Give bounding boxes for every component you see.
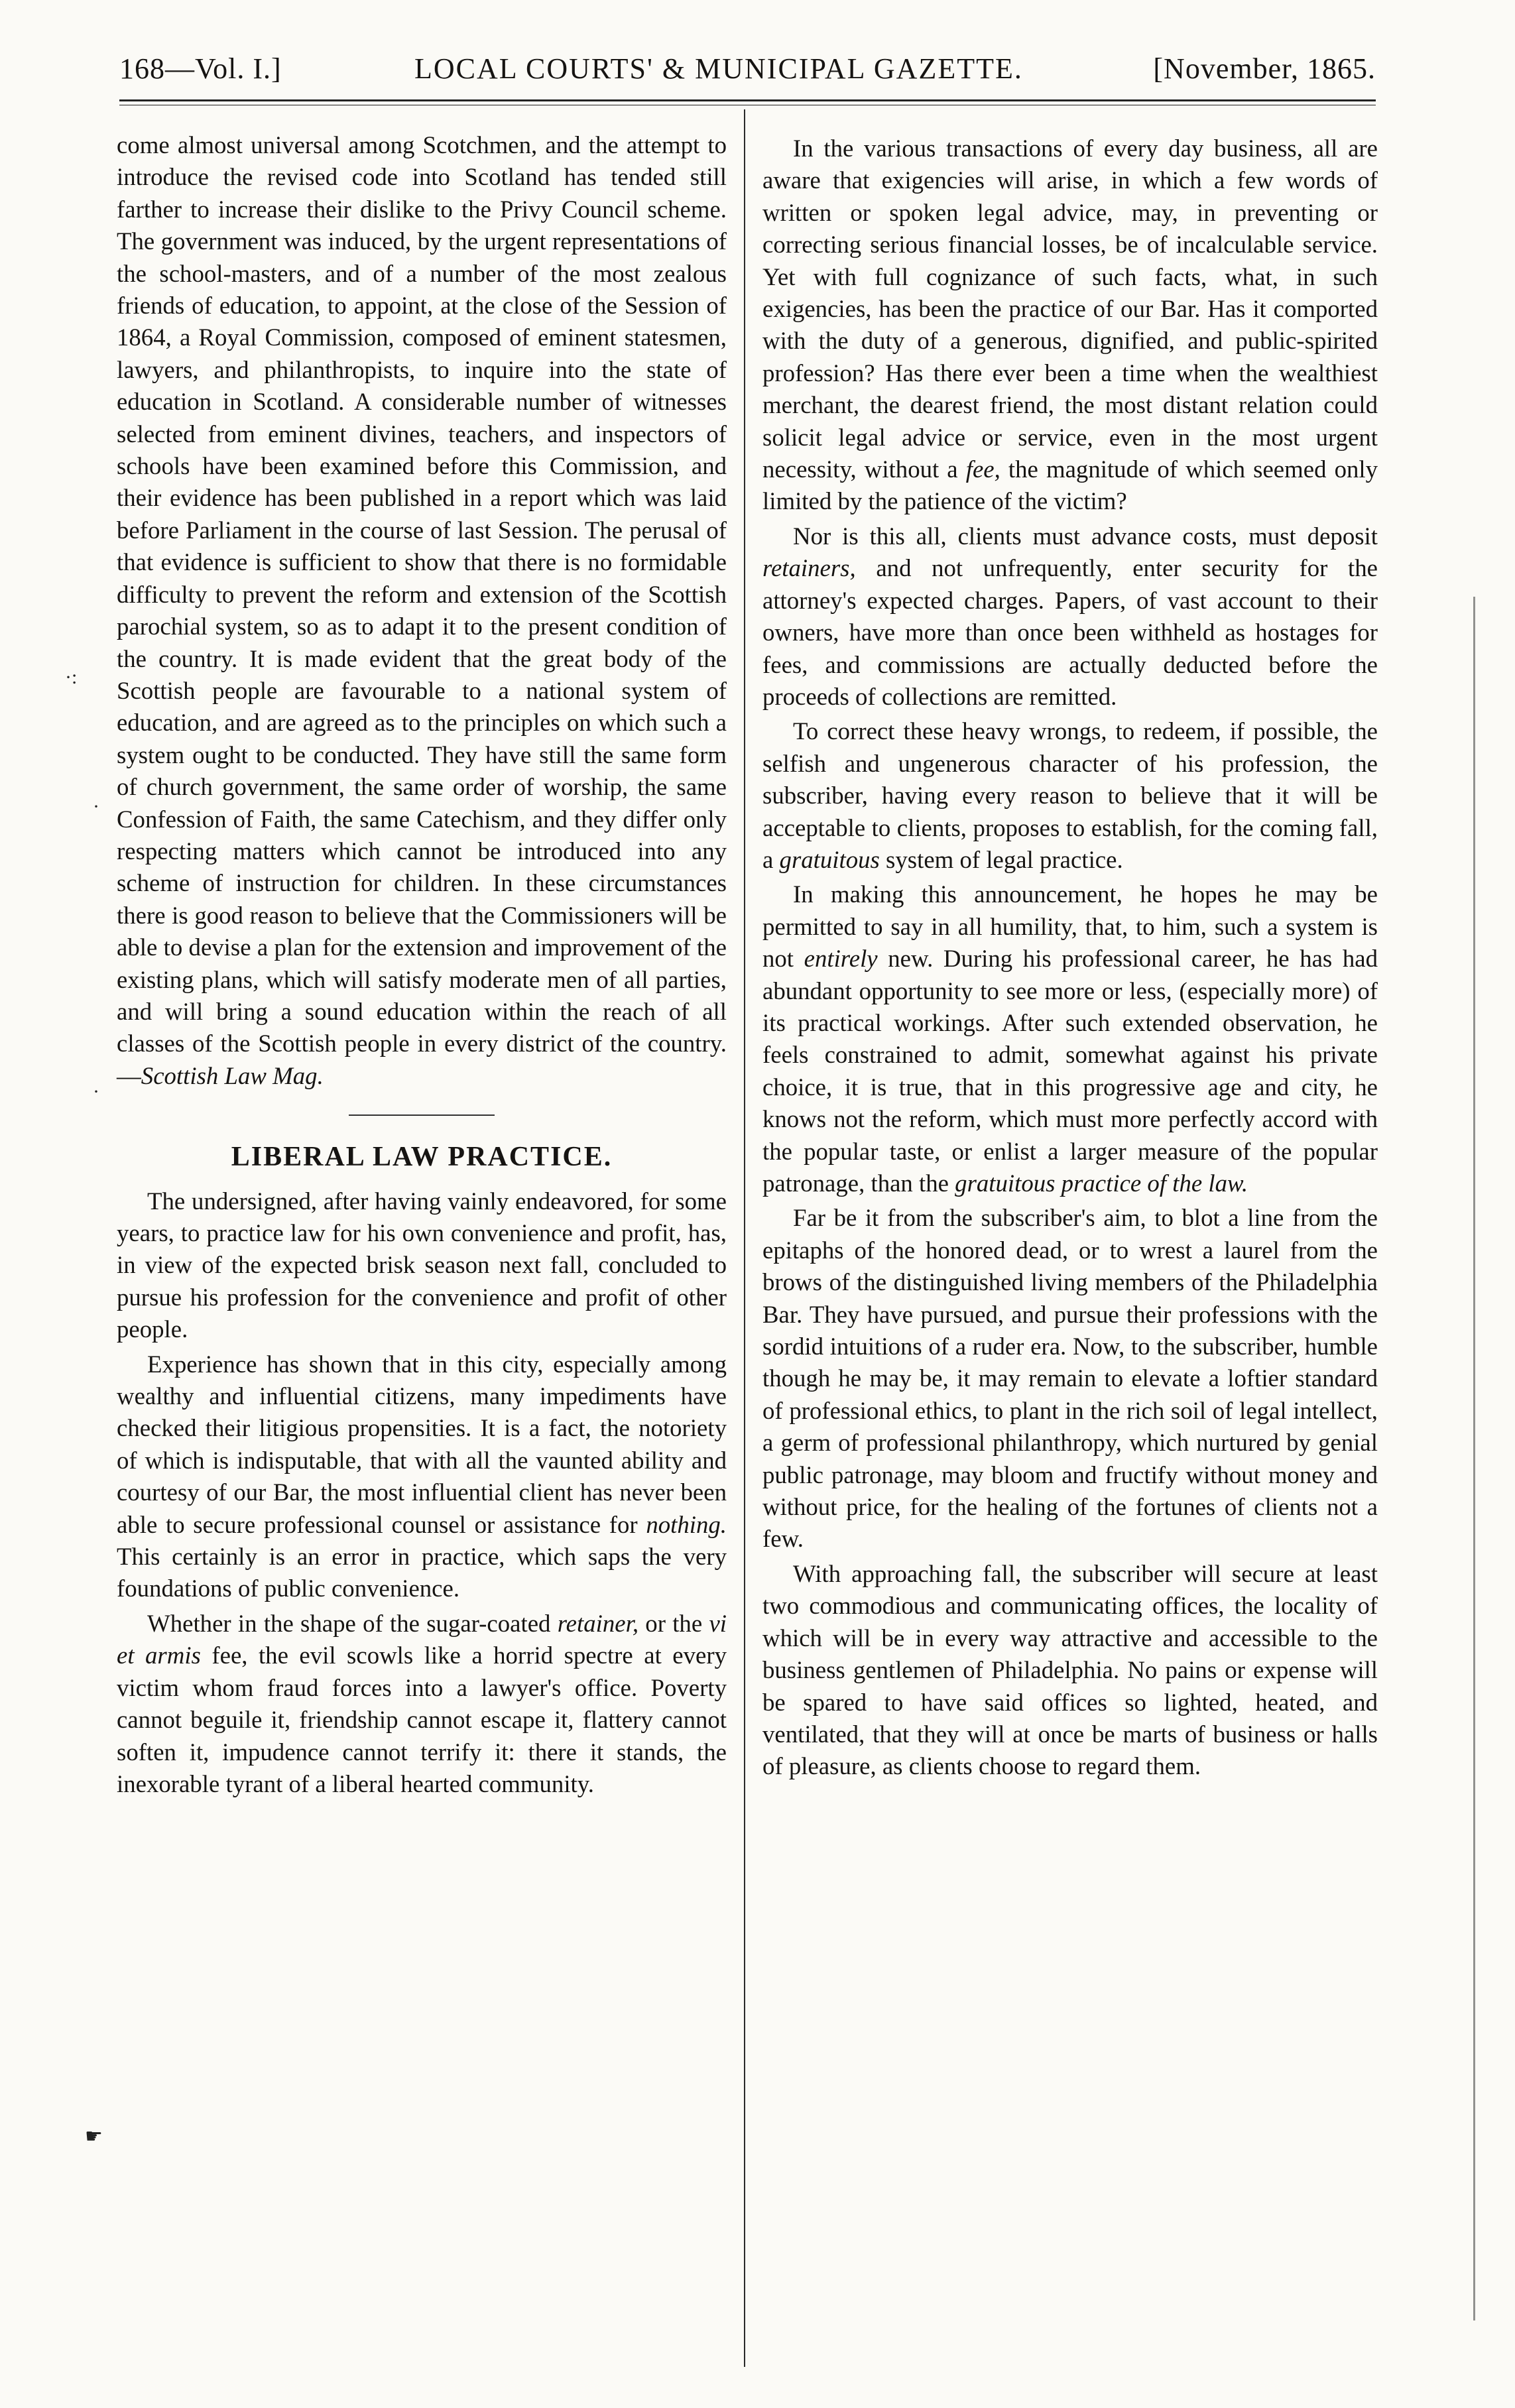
left-column: [117, 129, 727, 1800]
margin-mark: ·: [93, 1081, 99, 1103]
paragraph: The undersigned, after having vainly endeavored, for some years, to practice law for his own convenience and profit, has, in view of the expected brisk season next fall, concluded to pursue his profession for the convenience and profit of other people.: [117, 1187, 727, 1343]
paragraph: Experience has shown that in this city, especially among wealthy and influential citizens, many impediments have checked their litigious propensities. It is a fact, the notoriety of which is indisputable, that with all the vaunted ability and courtesy of our Bar, the most influential client has never been able to secure professional counsel or assistance for nothing. This certainly is an error in practice, which saps the very foundations of public convenience.: [117, 1350, 727, 1602]
page-number: 168—Vol. I.]: [119, 52, 282, 85]
margin-mark: ·: [93, 796, 99, 817]
page-edge-shadow: [1473, 597, 1475, 2320]
right-column: [762, 133, 1378, 1783]
running-header: [119, 46, 1376, 93]
paragraph: In making this announcement, he hopes he may be permitted to say in all humility, that, to him, such a system is not entirely new. During his professional career, he has had abundant opportunity to see more or less, (especially more) of its practical workings. After such extended observation, he feels constrained to admit, somewhat against his private choice, it is true, that in this progressive age and city, he knows not the reform, which must more perfectly accord with the popular taste, or enlist a larger measure of the popular patronage, than the gratuitous practice of the law.: [762, 880, 1378, 1197]
journal-title: LOCAL COURTS' & MUNICIPAL GAZETTE.: [414, 52, 1023, 85]
paragraph: Nor is this all, clients must advance costs, must deposit retainers, and not unfrequently, enter security for the attorney's expected charges. Papers, of vast account to their owners, have more than once been withheld as hostages for fees, and commissions are actually deducted before the proceeds of collections are remitted.: [762, 522, 1378, 710]
issue-date: [November, 1865.: [1153, 52, 1376, 85]
column-divider: [744, 109, 745, 2367]
paragraph: To correct these heavy wrongs, to redeem, if possible, the selfish and ungenerous character of his profession, the subscriber, having every reason to believe that it will be acceptable to clients, proposes to establish, for the coming fall, a gratuitous system of legal practice.: [762, 717, 1378, 873]
section-separator: [349, 1114, 495, 1116]
paragraph: Whether in the shape of the sugar-coated retainer, or the vi et armis fee, the evil scowls like a horrid spectre at every victim whom fraud forces into a lawyer's office. Poverty cannot beguile it, friendship cannot escape it, flattery cannot soften it, impudence cannot terrify it: there it stands, the inexorable tyrant of a liberal hearted community.: [117, 1609, 727, 1797]
source-citation: Scottish Law Mag.: [141, 1061, 324, 1089]
scottish-education-paragraph: come almost universal among Scotchmen, and the attempt to introduce the revised code into Scotland has tended still farther to increase their dislike to the Privy Council scheme. The government was induced, by the urgent representations of the school-masters, and of a number of the most zealous friends of education, to appoint, at the close of the Session of 1864, a Royal Commission, composed of eminent statesmen, lawyers, and philanthropists, to inquire into the state of education in Scotland. A considerable number of witnesses selected from eminent divines, teachers, and inspectors of schools have been examined before this Commission, and their evidence has been published in a report which was laid before Parliament in the course of last Session. The perusal of that evidence is sufficient to show that there is no formidable difficulty to prevent the reform and extension of the Scottish parochial system, so as to adapt it to the present condition of the country. It is made evident that the great body of the Scottish people are favourable to a national system of education, and are agreed as to the principles on which such a system ought to be conducted. They have still the same form of church government, the same order of worship, the same Confession of Faith, the same Catechism, and they differ only respecting matters which cannot be introduced into any scheme of instruction for children. In these circumstances there is good reason to believe that the Commissioners will be able to devise a plan for the extension and improvement of the existing plans, which will satisfy moderate men of all parties, and will bring a sound education within the reach of all classes of the Scottish people in every district of the country.—Scottish Law Mag.: [117, 131, 727, 1089]
margin-mark: ·:: [65, 666, 78, 688]
paragraph: Far be it from the subscriber's aim, to blot a line from the epitaphs of the honored dead, or to wrest a laurel from the brows of the distinguished living members of the Philadelphia Bar. They have pursued, and pursue their professions with the sordid intuitions of a ruder era. Now, to the subscriber, humble though he may be, it may remain to elevate a loftier standard of professional ethics, to plant in the rich soil of legal intellect, a germ of professional philanthropy, which nurtured by genial public patronage, may bloom and fructify without money and without price, for the healing of the fortunes of clients not a few.: [762, 1204, 1378, 1553]
margin-mark: ☛: [85, 2126, 103, 2147]
paragraph: In the various transactions of every day business, all are aware that exigencies will arise, in which a few words of written or spoken legal advice, may, in preventing or correcting serious financial losses, be of incalculable service. Yet with full cognizance of such facts, what, in such exigencies, has been the practice of our Bar. Has it comported with the duty of a generous, dignified, and public-spirited profession? Has there ever been a time when the wealthiest merchant, the dearest friend, the most distant relation could solicit legal advice or service, even in the most urgent necessity, without a fee, the magnitude of which seemed only limited by the patience of the victim?: [762, 135, 1378, 515]
header-rule: [119, 99, 1376, 101]
article-heading: LIBERAL LAW PRACTICE.: [231, 1142, 613, 1173]
paragraph: With approaching fall, the subscriber will secure at least two commodious and communicating offices, the locality of which will be in every way attractive and accessible to the business gentlemen of Philadelphia. No pains or expense will be spared to have said offices so lighted, heated, and ventilated, that they will at once be marts of business or halls of pleasure, as clients choose to regard them.: [762, 1559, 1378, 1780]
